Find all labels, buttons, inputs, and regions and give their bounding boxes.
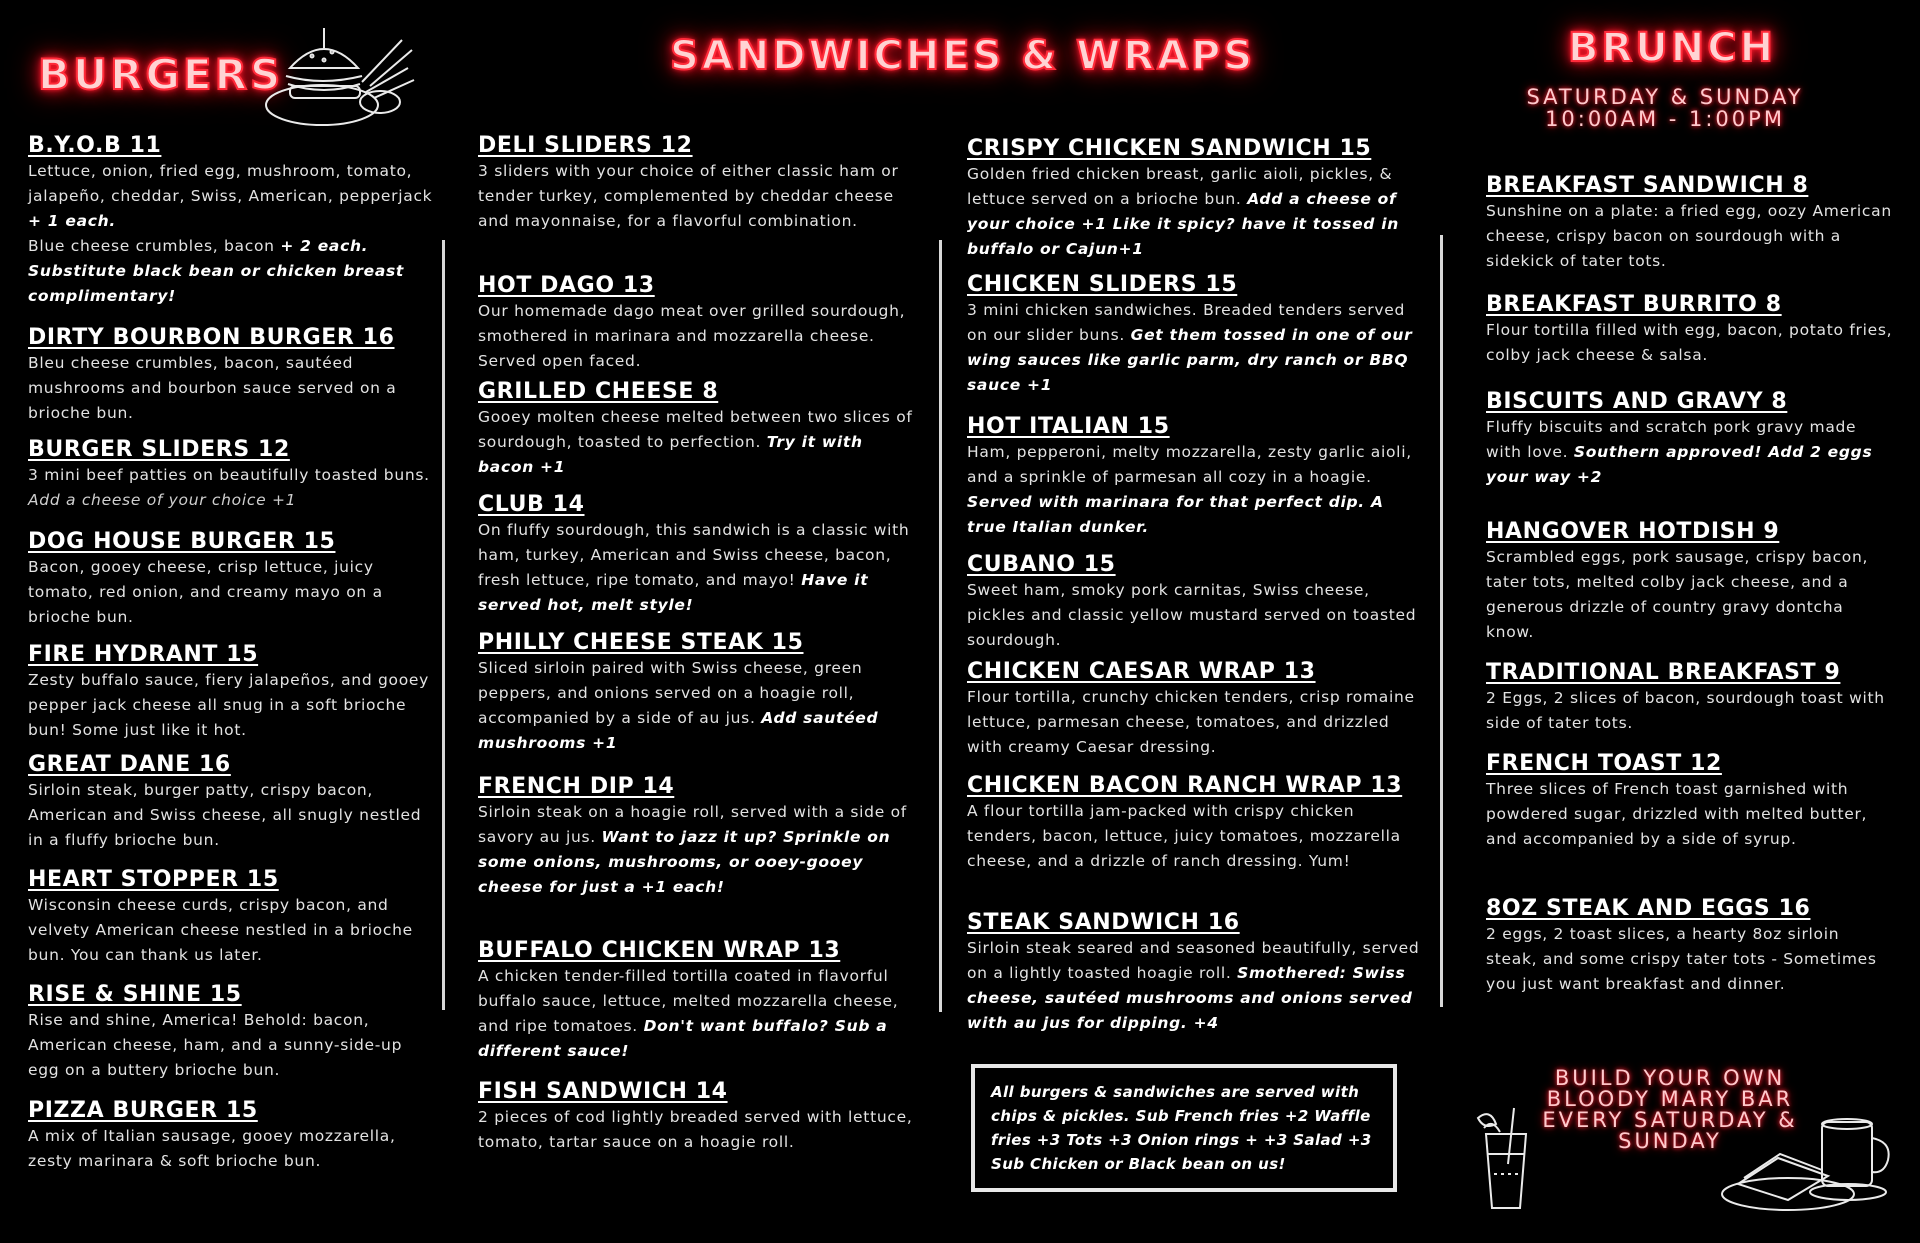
item-description: Zesty buffalo sauce, fiery jalapeños, and gooey pepper jack cheese all snug in a soft brioche bun! Some just like it hot.	[28, 671, 430, 739]
item-title: DIRTY BOURBON BURGER 16	[28, 325, 395, 350]
item-title: BUFFALO CHICKEN WRAP 13	[478, 938, 841, 963]
item-title: FRENCH DIP 14	[478, 774, 675, 799]
item-description: 2 Eggs, 2 slices of bacon, sourdough toast with side of tater tots.	[1486, 689, 1885, 732]
desc-emphasis: Don't want buffalo? Sub a different sauce!	[478, 1017, 888, 1060]
menu-item	[478, 492, 923, 618]
promo-line: BUILD YOUR OWN	[1554, 1066, 1786, 1090]
item-title: HOT ITALIAN 15	[967, 414, 1170, 439]
item-title: CUBANO 15	[967, 552, 1116, 577]
desc-emphasis: Get them tossed in one of our wing sauces like garlic parm, dry ranch or BBQ sauce +1	[967, 326, 1413, 394]
menu-item	[1486, 896, 1896, 997]
item-title: STEAK SANDWICH 16	[967, 910, 1240, 935]
menu-item	[28, 642, 438, 743]
item-description	[478, 800, 923, 900]
menu-item	[28, 325, 438, 426]
item-title: DOG HOUSE BURGER 15	[28, 529, 336, 554]
menu-item	[1486, 173, 1896, 274]
item-title: GRILLED CHEESE 8	[478, 379, 719, 404]
item-description	[28, 463, 438, 513]
menu-item	[1486, 519, 1896, 645]
item-title: CHICKEN SLIDERS 15	[967, 272, 1238, 297]
menu-item	[28, 529, 438, 630]
menu-item	[967, 552, 1425, 653]
menu-item	[28, 752, 438, 853]
column-divider	[1440, 235, 1443, 1007]
menu-item	[967, 910, 1425, 1036]
item-title: HANGOVER HOTDISH 9	[1486, 519, 1780, 544]
desc-text: Gooey molten cheese melted between two slices of sourdough, toasted to perfection.	[478, 408, 913, 451]
item-description	[967, 162, 1425, 262]
item-description	[28, 159, 438, 309]
promo-line: BLOODY MARY BAR	[1546, 1087, 1794, 1111]
promo-line: SUNDAY	[1618, 1129, 1722, 1153]
item-title: CLUB 14	[478, 492, 585, 517]
menu-item	[1486, 389, 1896, 490]
burgers-heading: BURGERS	[38, 50, 284, 99]
sides-note-box: All burgers & sandwiches are served with chips & pickles. Sub French fries +2 Waffle fries +3 Tots +3 Onion rings + +3 Salad +3 Sub Chicken or Black bean on us!	[971, 1064, 1397, 1192]
desc-text: A chicken tender-filled tortilla coated in flavorful buffalo sauce, lettuce, melted mozzarella cheese, and ripe tomatoes.	[478, 967, 899, 1035]
item-title: BREAKFAST BURRITO 8	[1486, 292, 1782, 317]
menu-item	[967, 773, 1425, 874]
item-description: Flour tortilla filled with egg, bacon, potato fries, colby jack cheese & salsa.	[1486, 321, 1893, 364]
brunch-hours: 10:00AM - 1:00PM	[1545, 107, 1785, 131]
item-description: Sweet ham, smoky pork carnitas, Swiss cheese, pickles and classic yellow mustard served on toasted sourdough.	[967, 581, 1417, 649]
menu-item	[478, 1079, 923, 1155]
desc-emphasis: Have it served hot, melt style!	[478, 571, 869, 614]
item-title: FIRE HYDRANT 15	[28, 642, 259, 667]
item-title: GREAT DANE 16	[28, 752, 231, 777]
item-title: TRADITIONAL BREAKFAST 9	[1486, 660, 1841, 685]
desc-text: Sirloin steak on a hoagie roll, served with a side of savory au jus.	[478, 803, 907, 846]
menu-item	[28, 982, 438, 1083]
desc-emphasis: Want to jazz it up? Sprinkle on some onions, mushrooms, or ooey-gooey cheese for just a +1 each!	[478, 828, 891, 896]
menu-item	[1486, 292, 1896, 368]
menu-item	[28, 867, 438, 968]
desc-emphasis: Add sautéed mushrooms +1	[478, 709, 879, 752]
desc-text: Fluffy biscuits and scratch pork gravy made with love.	[1486, 418, 1857, 461]
item-description: A mix of Italian sausage, gooey mozzarella, zesty marinara & soft brioche bun.	[28, 1127, 396, 1170]
desc-emphasis: Served with marinara for that perfect dip. A true Italian dunker.	[967, 493, 1384, 536]
item-description: 3 sliders with your choice of either classic ham or tender turkey, complemented by cheddar cheese and mayonnaise, for a flavorful combination.	[478, 162, 899, 230]
item-description: Rise and shine, America! Behold: bacon, American cheese, ham, and a sunny-side-up egg on a buttery brioche bun.	[28, 1011, 403, 1079]
desc-emphasis: Add a cheese of your choice +1 Like it spicy? have it tossed in buffalo or Cajun+1	[967, 190, 1399, 258]
item-title: RISE & SHINE 15	[28, 982, 242, 1007]
item-title: PHILLY CHEESE STEAK 15	[478, 630, 804, 655]
item-title: BURGER SLIDERS 12	[28, 437, 290, 462]
promo-line: EVERY SATURDAY &	[1542, 1108, 1798, 1132]
desc-italic: Add a cheese of your choice +1	[28, 491, 297, 509]
item-title: BREAKFAST SANDWICH 8	[1486, 173, 1809, 198]
item-title: FRENCH TOAST 12	[1486, 751, 1722, 776]
item-description	[967, 440, 1425, 540]
item-description: Our homemade dago meat over grilled sourdough, smothered in marinara and mozzarella cheese. Served open faced.	[478, 302, 906, 370]
menu-item	[967, 272, 1425, 398]
item-description: Wisconsin cheese curds, crispy bacon, and velvety American cheese nestled in a brioche bun. You can thank us later.	[28, 896, 413, 964]
coffee-and-sandwich-icon	[1718, 1114, 1898, 1214]
menu-item	[1486, 751, 1896, 852]
item-description	[478, 405, 923, 480]
item-title: FISH SANDWICH 14	[478, 1079, 728, 1104]
item-description	[967, 298, 1425, 398]
desc-text-2: Blue cheese crumbles, bacon	[28, 237, 275, 255]
item-description	[967, 936, 1425, 1036]
desc-emphasis-2: + 2 each. Substitute black bean or chicken breast complimentary!	[28, 237, 405, 305]
menu-item	[1486, 660, 1896, 736]
menu-item	[478, 630, 923, 756]
item-title: CHICKEN BACON RANCH WRAP 13	[967, 773, 1403, 798]
desc-text: Ham, pepperoni, melty mozzarella, zesty garlic aioli, and a sprinkle of parmesan all cozy in a hoagie.	[967, 443, 1412, 486]
menu-item	[478, 133, 923, 234]
item-description	[1486, 415, 1896, 490]
item-description: Three slices of French toast garnished with powdered sugar, drizzled with melted butter, and accompanied by a side of syrup.	[1486, 780, 1868, 848]
item-title: CHICKEN CAESAR WRAP 13	[967, 659, 1316, 684]
desc-text: Sliced sirloin paired with Swiss cheese, green peppers, and onions served on a hoagie roll, accompanied by a side of au jus.	[478, 659, 863, 727]
desc-text: Lettuce, onion, fried egg, mushroom, tomato, jalapeño, cheddar, Swiss, American, pepperjack	[28, 162, 433, 205]
menu-item	[478, 774, 923, 900]
desc-emphasis: + 1 each.	[28, 212, 116, 230]
item-description: 2 eggs, 2 toast slices, a hearty 8oz sirloin steak, and some crispy tater tots - Sometimes you just want breakfast and dinner.	[1486, 925, 1877, 993]
item-title: HEART STOPPER 15	[28, 867, 279, 892]
item-title: CRISPY CHICKEN SANDWICH 15	[967, 136, 1372, 161]
item-description: 2 pieces of cod lightly breaded served with lettuce, tomato, tartar sauce on a hoagie roll.	[478, 1108, 913, 1151]
item-title: PIZZA BURGER 15	[28, 1098, 258, 1123]
item-description: Bacon, gooey cheese, crisp lettuce, juicy tomato, red onion, and creamy mayo on a brioche bun.	[28, 558, 383, 626]
brunch-days: SATURDAY & SUNDAY	[1526, 85, 1804, 109]
desc-text: 3 mini chicken sandwiches. Breaded tenders served on our slider buns.	[967, 301, 1406, 344]
burger-illustration-icon	[262, 20, 422, 130]
item-description	[478, 518, 923, 618]
item-description: Sirloin steak, burger patty, crispy bacon, American and Swiss cheese, all snugly nestled in a fluffy brioche bun.	[28, 781, 422, 849]
column-divider	[442, 240, 445, 1010]
item-description: Scrambled eggs, pork sausage, crispy bacon, tater tots, melted colby jack cheese, and a generous drizzle of country gravy dontcha know.	[1486, 548, 1869, 641]
item-description: Flour tortilla, crunchy chicken tenders, crisp romaine lettuce, parmesan cheese, tomatoes, and drizzled with creamy Caesar dressing.	[967, 688, 1415, 756]
desc-emphasis: Southern approved! Add 2 eggs your way +2	[1486, 443, 1873, 486]
brunch-heading: BRUNCH	[1568, 25, 1777, 71]
desc-emphasis: Smothered: Swiss cheese, sautéed mushrooms and onions served with au jus for dipping. +4	[967, 964, 1413, 1032]
menu-item	[967, 136, 1425, 262]
item-title: B.Y.O.B 11	[28, 133, 162, 158]
item-description: Bleu cheese crumbles, bacon, sautéed mushrooms and bourbon sauce served on a brioche bun.	[28, 354, 397, 422]
desc-text: Golden fried chicken breast, garlic aioli, pickles, & lettuce served on a brioche bun.	[967, 165, 1393, 208]
desc-text: On fluffy sourdough, this sandwich is a classic with ham, turkey, American and Swiss cheese, bacon, fresh lettuce, ripe tomato, and mayo!	[478, 521, 910, 589]
menu-item	[967, 414, 1425, 540]
menu-item	[478, 273, 923, 374]
column-divider	[939, 240, 942, 1012]
item-title: BISCUITS AND GRAVY 8	[1486, 389, 1788, 414]
sandwiches-heading: SANDWICHES & WRAPS	[670, 33, 1256, 79]
menu-item	[478, 379, 923, 480]
item-title: 8OZ STEAK AND EGGS 16	[1486, 896, 1811, 921]
menu-item	[967, 659, 1425, 760]
desc-text: 3 mini beef patties on beautifully toasted buns.	[28, 466, 430, 484]
item-title: DELI SLIDERS 12	[478, 133, 693, 158]
menu-item	[28, 1098, 438, 1174]
desc-text: Sirloin steak seared and seasoned beautifully, served on a lightly toasted hoagie roll.	[967, 939, 1420, 982]
item-description: Sunshine on a plate: a fried egg, oozy American cheese, crispy bacon on sourdough with a sidekick of tater tots.	[1486, 202, 1892, 270]
menu-item	[28, 437, 438, 513]
menu-item	[28, 133, 438, 309]
bloody-mary-glass-icon	[1470, 1104, 1540, 1214]
menu-item	[478, 938, 923, 1064]
item-description	[478, 656, 923, 756]
item-title: HOT DAGO 13	[478, 273, 655, 298]
item-description: A flour tortilla jam-packed with crispy chicken tenders, bacon, lettuce, juicy tomatoes, mozzarella cheese, and a drizzle of ranch dressing. Yum!	[967, 802, 1401, 870]
item-description	[478, 964, 923, 1064]
desc-emphasis: Try it with bacon +1	[478, 433, 863, 476]
